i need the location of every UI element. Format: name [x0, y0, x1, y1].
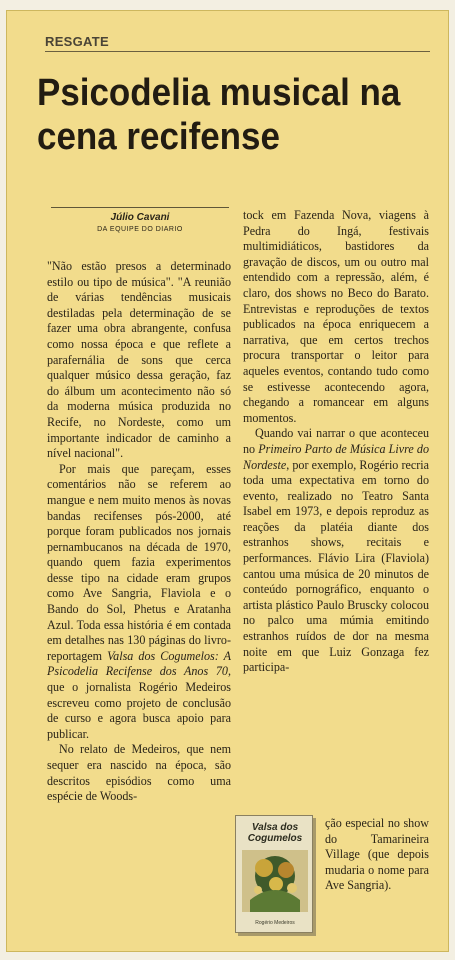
book-title-italic: Valsa dos Cogumelos: A Psicodelia Recifense dos Anos 70: [47, 648, 231, 679]
newspaper-clipping: [6, 10, 449, 952]
article-column-right-wrap: ção especial no show do Tamarineira Village (que depois mudaria o nome para Ave Sangria).: [325, 816, 429, 893]
paragraph: [47, 462, 231, 743]
text-run: Quando vai narrar o que aconteceu no: [243, 426, 429, 456]
article-column-right: [243, 208, 429, 676]
paragraph: No relato de Medeiros, que nem sequer era nascido na época, são descritos episódios como uma espécie de Woods-: [47, 742, 231, 804]
book-cover-title: Valsa dos Cogumelos: [247, 822, 303, 844]
section-rule: [45, 51, 430, 52]
mushroom-illustration: [242, 850, 308, 912]
book-cover: [235, 815, 313, 933]
event-name-italic: Primeiro Parto de Música Livre do Nordeste: [243, 441, 429, 472]
author-name: Júlio Cavani: [110, 212, 170, 223]
article-column-left: [47, 259, 231, 805]
text-run: , que o jornalista Rogério Medeiros escreveu como projeto de conclusão de curso e agora busca apoio para publicar.: [47, 664, 231, 741]
headline: Psicodelia musical na cena recifense: [37, 72, 401, 158]
author-desk: DA EQUIPE DO DIARIO: [97, 226, 183, 233]
paragraph: [243, 426, 429, 676]
book-cover-image: [235, 815, 319, 937]
byline-rule: [51, 207, 229, 208]
text-run: Por mais que pareçam, esses comentários não se referem ao mangue e nem muito menos às novas bandas recifenses pós-2000, até porque foram publicados nos jornais pernambucanos na década de 1970, quando quem fazia experimentos desse tipo na cidade eram grupos como Ave Sangria, Flaviola e o Bando do Sol, Phetus e Aratanha Azul. Toda essa história é em contada em detalhes nas 130 páginas do livro-reportagem: [47, 461, 231, 663]
paragraph: "Não estão presos a determinado estilo ou tipo de música". "A reunião de várias tendências musicais destiladas pela determinação de se fazer uma obra abrangente, confusa como nossa época e que reflete a parafernália de sons que cerca qualquer músico dessa geração, faz do álbum um acontecimento não só da moderna música produzida no Recife, no Nordeste, como um importante indicador de caminho a nível nacional".: [47, 259, 231, 461]
text-run: , por exemplo, Rogério recria toda uma expectativa em torno do evento, realizado no Teatro Santa Isabel em 1973, e depois reproduz as reações da platéia diante dos estranhos shows, recitais e performances. Flávio Lira (Flaviola) cantou uma música de 20 minutos de conteúdo pornográfico, enquanto o artista plástico Paulo Bruscky colocou no palco uma múmia emitindo estranhos ruídos de dor na mesma noite em que Luiz Gonzaga fez participa-: [243, 457, 429, 675]
book-cover-author: Rogério Medeiros: [255, 920, 295, 926]
section-label: RESGATE: [45, 34, 109, 49]
paragraph: tock em Fazenda Nova, viagens à Pedra do Ingá, festivais multimidiáticos, bastidores da gravação de discos, um ou outro mal entendido com a repressão, além, é claro, dos shows no Beco do Barato. Entrevistas e reproduções de textos publicados na época enriquecem a narrativa, que em certos trechos procura transportar o leitor para aqueles eventos, contando tudo como se estivesse acontecendo agora, chegando a romancear em alguns momentos.: [243, 208, 429, 425]
byline: [51, 207, 229, 233]
